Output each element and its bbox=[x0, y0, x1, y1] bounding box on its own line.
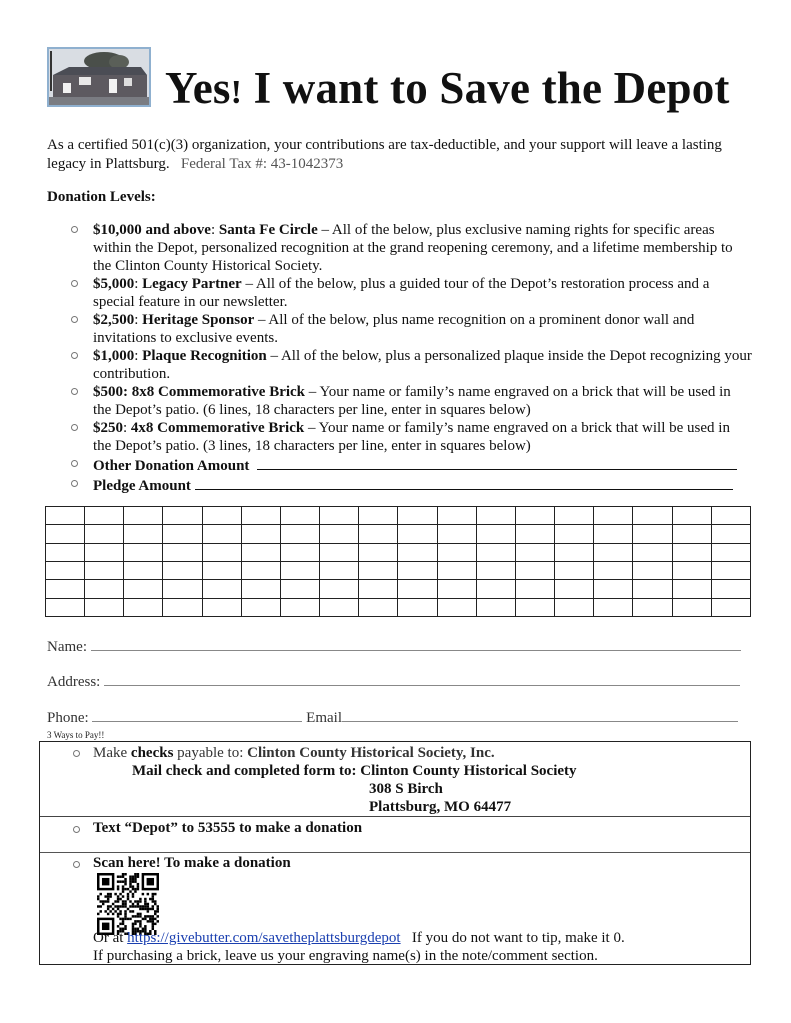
grid-cell[interactable] bbox=[163, 598, 202, 616]
bullet-circle-icon bbox=[73, 826, 80, 833]
grid-cell[interactable] bbox=[46, 507, 85, 525]
grid-cell[interactable] bbox=[85, 561, 124, 579]
grid-cell[interactable] bbox=[280, 598, 319, 616]
grid-cell[interactable] bbox=[672, 543, 711, 561]
grid-cell[interactable] bbox=[202, 507, 241, 525]
level-sep: : bbox=[134, 348, 143, 364]
grid-cell[interactable] bbox=[163, 525, 202, 543]
page-title bbox=[165, 63, 730, 113]
grid-cell[interactable] bbox=[711, 561, 750, 579]
grid-cell[interactable] bbox=[515, 525, 554, 543]
grid-cell[interactable] bbox=[515, 580, 554, 598]
grid-cell[interactable] bbox=[672, 561, 711, 579]
grid-cell[interactable] bbox=[398, 507, 437, 525]
phone-email-row bbox=[47, 708, 738, 727]
grid-cell[interactable] bbox=[46, 580, 85, 598]
federal-tax-number: Federal Tax #: 43-1042373 bbox=[180, 156, 344, 172]
grid-cell[interactable] bbox=[555, 525, 594, 543]
payable-text: payable to: bbox=[173, 745, 248, 761]
title-yes: Yes bbox=[165, 63, 231, 113]
grid-cell[interactable] bbox=[711, 543, 750, 561]
grid-cell[interactable] bbox=[280, 507, 319, 525]
grid-cell[interactable] bbox=[359, 561, 398, 579]
grid-cell[interactable] bbox=[359, 507, 398, 525]
phone-field[interactable] bbox=[92, 708, 302, 722]
grid-cell[interactable] bbox=[672, 580, 711, 598]
grid-cell[interactable] bbox=[124, 525, 163, 543]
grid-cell[interactable] bbox=[711, 507, 750, 525]
grid-cell[interactable] bbox=[515, 543, 554, 561]
title-rest: I want to Save the Depot bbox=[242, 63, 730, 113]
grid-row bbox=[46, 561, 751, 579]
or-at-text: Or at bbox=[93, 930, 128, 946]
radio-circle-icon[interactable] bbox=[71, 424, 78, 431]
engraving-character-grid bbox=[45, 506, 751, 617]
donation-levels-list bbox=[47, 221, 752, 495]
level-sep: : bbox=[123, 420, 131, 436]
mail-street: 308 S Birch bbox=[369, 781, 443, 797]
grid-cell[interactable] bbox=[711, 580, 750, 598]
grid-cell[interactable] bbox=[85, 525, 124, 543]
grid-cell[interactable] bbox=[515, 507, 554, 525]
grid-cell[interactable] bbox=[280, 561, 319, 579]
check-payable-line bbox=[93, 744, 495, 762]
payment-options-box bbox=[39, 741, 751, 965]
level-description: – Your name or family’s name engraved on a brick that will be used in the Depot’s patio. (3 lines, 18 characters per line, enter in squares below) bbox=[93, 420, 730, 454]
grid-cell[interactable] bbox=[241, 561, 280, 579]
level-description: – All of the below, plus exclusive naming rights for specific areas within the Depot, personalized recognition at the grand reopening ceremony, and a lifetime membership to the Clinton County Historical Society. bbox=[93, 222, 733, 274]
grid-cell[interactable] bbox=[594, 580, 633, 598]
grid-cell[interactable] bbox=[476, 580, 515, 598]
grid-cell[interactable] bbox=[633, 525, 672, 543]
grid-cell[interactable] bbox=[124, 598, 163, 616]
grid-cell[interactable] bbox=[46, 561, 85, 579]
grid-cell[interactable] bbox=[359, 598, 398, 616]
grid-cell[interactable] bbox=[320, 543, 359, 561]
radio-circle-icon[interactable] bbox=[71, 352, 78, 359]
grid-cell[interactable] bbox=[241, 525, 280, 543]
pay-by-text-section bbox=[40, 817, 750, 853]
grid-row bbox=[46, 543, 751, 561]
level-amount: $2,500 bbox=[93, 312, 135, 328]
grid-cell[interactable] bbox=[202, 543, 241, 561]
grid-cell[interactable] bbox=[672, 507, 711, 525]
donation-level[interactable] bbox=[47, 383, 752, 419]
qr-code-icon[interactable] bbox=[97, 873, 159, 935]
pledge-amount-field[interactable] bbox=[195, 475, 733, 490]
name-row bbox=[47, 637, 741, 656]
grid-cell[interactable] bbox=[320, 561, 359, 579]
address-row bbox=[47, 672, 740, 691]
grid-cell[interactable] bbox=[398, 525, 437, 543]
radio-circle-icon[interactable] bbox=[71, 226, 78, 233]
grid-cell[interactable] bbox=[202, 598, 241, 616]
grid-cell[interactable] bbox=[633, 580, 672, 598]
grid-cell[interactable] bbox=[320, 580, 359, 598]
grid-cell[interactable] bbox=[555, 543, 594, 561]
grid-cell[interactable] bbox=[241, 507, 280, 525]
radio-circle-icon[interactable] bbox=[71, 480, 78, 487]
level-amount: $250 bbox=[93, 420, 123, 436]
grid-cell[interactable] bbox=[711, 525, 750, 543]
payee-name: Clinton County Historical Society, Inc. bbox=[247, 745, 495, 761]
grid-cell[interactable] bbox=[280, 543, 319, 561]
grid-cell[interactable] bbox=[476, 525, 515, 543]
checks-text: checks bbox=[130, 745, 174, 761]
grid-cell[interactable] bbox=[241, 598, 280, 616]
grid-cell[interactable] bbox=[437, 525, 476, 543]
level-description: – Your name or family’s name engraved on a brick that will be used in the Depot’s patio. (6 lines, 18 characters per line, enter in squares below) bbox=[93, 384, 731, 418]
mail-to-line: Mail check and completed form to: Clinton County Historical Society bbox=[132, 763, 577, 779]
grid-cell[interactable] bbox=[163, 580, 202, 598]
grid-cell[interactable] bbox=[633, 561, 672, 579]
grid-cell[interactable] bbox=[163, 561, 202, 579]
grid-cell[interactable] bbox=[85, 543, 124, 561]
grid-cell[interactable] bbox=[711, 598, 750, 616]
grid-cell[interactable] bbox=[163, 507, 202, 525]
depot-photo bbox=[47, 47, 151, 107]
grid-cell[interactable] bbox=[515, 598, 554, 616]
depot-building-image bbox=[49, 49, 149, 105]
grid-cell[interactable] bbox=[476, 543, 515, 561]
level-amount: $1,000 bbox=[93, 348, 135, 364]
intro-text: As a certified 501(c)(3) organization, your contributions are tax-deductible, and your support will leave a lasting legacy in Plattsburg. bbox=[47, 137, 722, 172]
name-field[interactable] bbox=[91, 637, 741, 651]
grid-cell[interactable] bbox=[124, 580, 163, 598]
grid-cell[interactable] bbox=[594, 525, 633, 543]
bullet-circle-icon bbox=[73, 750, 80, 757]
level-name: Heritage Sponsor bbox=[142, 312, 255, 328]
phone-label: Phone: bbox=[47, 710, 89, 726]
grid-cell[interactable] bbox=[320, 598, 359, 616]
grid-cell[interactable] bbox=[398, 561, 437, 579]
grid-cell[interactable] bbox=[320, 525, 359, 543]
grid-cell[interactable] bbox=[672, 598, 711, 616]
other-donation-label: Other Donation Amount bbox=[93, 458, 250, 474]
grid-cell[interactable] bbox=[398, 598, 437, 616]
level-amount: $500: 8x8 Commemorative Brick bbox=[93, 384, 306, 400]
ways-to-pay-label: 3 Ways to Pay!! bbox=[47, 730, 105, 740]
level-sep: : bbox=[210, 222, 219, 238]
grid-cell[interactable] bbox=[594, 561, 633, 579]
grid-cell[interactable] bbox=[46, 598, 85, 616]
tip-note: If you do not want to tip, make it 0. bbox=[400, 930, 625, 946]
mail-city: Plattsburg, MO 64477 bbox=[369, 799, 512, 815]
grid-cell[interactable] bbox=[124, 561, 163, 579]
grid-cell[interactable] bbox=[437, 598, 476, 616]
address-label: Address: bbox=[47, 674, 101, 690]
name-label: Name: bbox=[47, 639, 87, 655]
grid-cell[interactable] bbox=[202, 525, 241, 543]
grid-cell[interactable] bbox=[124, 543, 163, 561]
level-name: Legacy Partner bbox=[142, 276, 242, 292]
bullet-circle-icon bbox=[73, 861, 80, 868]
grid-cell[interactable] bbox=[437, 543, 476, 561]
grid-cell[interactable] bbox=[280, 580, 319, 598]
grid-cell[interactable] bbox=[594, 543, 633, 561]
grid-cell[interactable] bbox=[202, 561, 241, 579]
grid-cell[interactable] bbox=[633, 507, 672, 525]
grid-cell[interactable] bbox=[46, 543, 85, 561]
grid-cell[interactable] bbox=[124, 507, 163, 525]
intro-paragraph bbox=[47, 136, 747, 174]
level-amount: $5,000 bbox=[93, 276, 135, 292]
grid-cell[interactable] bbox=[241, 580, 280, 598]
grid-cell[interactable] bbox=[359, 525, 398, 543]
grid-cell[interactable] bbox=[594, 507, 633, 525]
grid-cell[interactable] bbox=[398, 580, 437, 598]
grid-cell[interactable] bbox=[437, 580, 476, 598]
radio-circle-icon[interactable] bbox=[71, 280, 78, 287]
radio-circle-icon[interactable] bbox=[71, 316, 78, 323]
level-name: Santa Fe Circle bbox=[218, 222, 318, 238]
title-exclamation: ! bbox=[230, 74, 243, 111]
grid-cell[interactable] bbox=[85, 507, 124, 525]
other-donation-item[interactable] bbox=[47, 455, 752, 475]
grid-cell[interactable] bbox=[398, 543, 437, 561]
pay-by-check-section bbox=[40, 742, 750, 817]
scan-label: Scan here! To make a donation bbox=[93, 855, 291, 871]
email-label: Email bbox=[306, 710, 342, 726]
donation-level[interactable] bbox=[47, 311, 752, 347]
pay-by-scan-section bbox=[40, 853, 750, 965]
level-sep: : bbox=[134, 276, 143, 292]
grid-cell[interactable] bbox=[163, 543, 202, 561]
level-amount: $10,000 and above bbox=[93, 222, 211, 238]
grid-cell[interactable] bbox=[241, 543, 280, 561]
email-field[interactable] bbox=[342, 708, 738, 722]
online-donation-line bbox=[93, 929, 625, 947]
donation-level[interactable] bbox=[47, 275, 752, 311]
donation-level[interactable] bbox=[47, 221, 752, 275]
grid-cell[interactable] bbox=[476, 598, 515, 616]
grid-cell[interactable] bbox=[594, 598, 633, 616]
pledge-amount-label: Pledge Amount bbox=[93, 478, 191, 494]
other-donation-amount-field[interactable] bbox=[257, 455, 737, 470]
level-name: Plaque Recognition bbox=[142, 348, 267, 364]
grid-cell[interactable] bbox=[85, 598, 124, 616]
grid-cell[interactable] bbox=[437, 561, 476, 579]
grid-cell[interactable] bbox=[85, 580, 124, 598]
make-text: Make bbox=[93, 745, 131, 761]
grid-cell[interactable] bbox=[476, 507, 515, 525]
grid-cell[interactable] bbox=[202, 580, 241, 598]
grid-cell[interactable] bbox=[437, 507, 476, 525]
grid-cell[interactable] bbox=[555, 598, 594, 616]
grid-row bbox=[46, 525, 751, 543]
grid-cell[interactable] bbox=[46, 525, 85, 543]
radio-circle-icon[interactable] bbox=[71, 388, 78, 395]
brick-note: If purchasing a brick, leave us your engraving name(s) in the note/comment section. bbox=[93, 948, 598, 964]
grid-row bbox=[46, 580, 751, 598]
grid-cell[interactable] bbox=[515, 561, 554, 579]
grid-cell[interactable] bbox=[633, 543, 672, 561]
grid-row bbox=[46, 507, 751, 525]
grid-cell[interactable] bbox=[280, 525, 319, 543]
level-description: – All of the below, plus name recognition on a prominent donor wall and invitations to exclusive events. bbox=[93, 312, 695, 346]
grid-cell[interactable] bbox=[476, 561, 515, 579]
grid-cell[interactable] bbox=[320, 507, 359, 525]
donation-level[interactable] bbox=[47, 419, 752, 455]
level-name: 4x8 Commemorative Brick bbox=[130, 420, 305, 436]
grid-cell[interactable] bbox=[359, 580, 398, 598]
grid-cell[interactable] bbox=[555, 507, 594, 525]
givebutter-link[interactable]: https://givebutter.com/savetheplattsburgdepot bbox=[127, 930, 401, 946]
radio-circle-icon[interactable] bbox=[71, 460, 78, 467]
grid-cell[interactable] bbox=[672, 525, 711, 543]
address-field[interactable] bbox=[104, 672, 740, 686]
grid-cell[interactable] bbox=[359, 543, 398, 561]
text-to-donate-label: Text “Depot” to 53555 to make a donation bbox=[93, 820, 363, 836]
level-description: – All of the below, plus a personalized plaque inside the Depot recognizing your contribution. bbox=[93, 348, 752, 382]
grid-cell[interactable] bbox=[633, 598, 672, 616]
donation-levels-heading: Donation Levels: bbox=[47, 189, 156, 205]
donation-level[interactable] bbox=[47, 347, 752, 383]
level-sep: : bbox=[134, 312, 143, 328]
grid-cell[interactable] bbox=[555, 561, 594, 579]
level-description: – All of the below, plus a guided tour of the Depot’s restoration process and a special feature in our newsletter. bbox=[93, 276, 710, 310]
grid-row bbox=[46, 598, 751, 616]
pledge-item[interactable] bbox=[47, 475, 752, 495]
grid-cell[interactable] bbox=[555, 580, 594, 598]
